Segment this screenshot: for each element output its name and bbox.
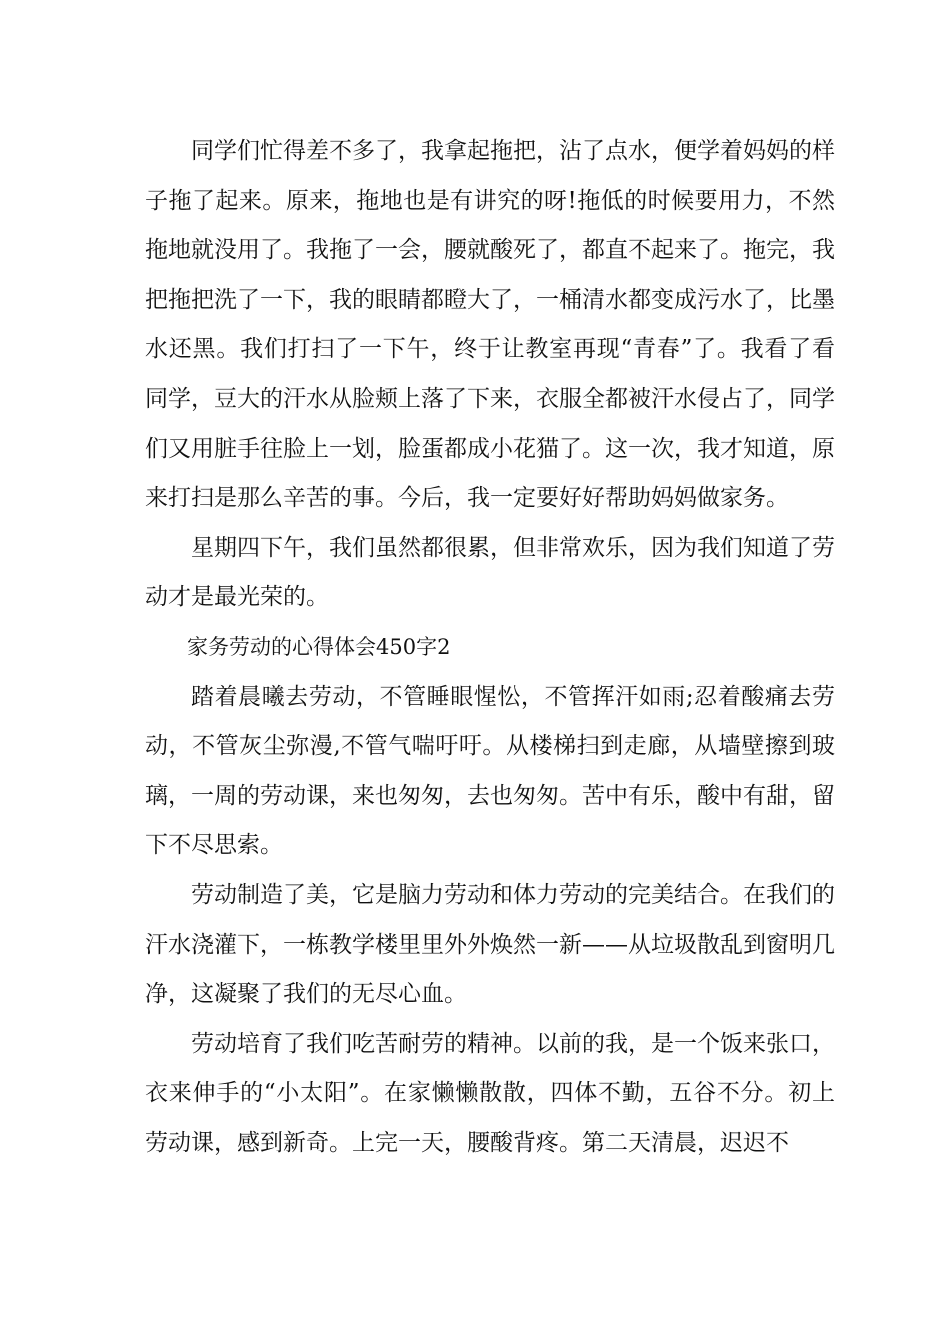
paragraph-cleaning: 同学们忙得差不多了，我拿起拖把，沾了点水，便学着妈妈的样子拖了起来。原来，拖地也是有讲究的呀!拖低的时候要用力，不然拖地就没用了。我拖了一会，腰就酸死了，都直不起来了。拖完，我把拖把洗了一下，我的眼睛都瞪大了，一桶清水都变成污水了，比墨水还黑。我们打扫了一下午，终于让教室再现“青春”了。我看了看同学，豆大的汗水从脸颊上落了下来，衣服全都被汗水侵占了，同学们又用脏手往脸上一划，脸蛋都成小花猫了。这一次，我才知道，原来打扫是那么辛苦的事。今后，我一定要好好帮助妈妈做家务。 bbox=[145, 138, 835, 512]
section-heading: 家务劳动的心得体会450字2 bbox=[187, 634, 451, 659]
document-body bbox=[145, 127, 835, 1168]
paragraph-labor-beauty: 劳动制造了美，它是脑力劳动和体力劳动的完美结合。在我们的汗水浇灌下，一栋教学楼里里外外焕然一新——从垃圾散乱到窗明几净，这凝聚了我们的无尽心血。 bbox=[145, 881, 835, 1008]
paragraph-thursday: 星期四下午，我们虽然都很累，但非常欢乐，因为我们知道了劳动才是最光荣的。 bbox=[145, 534, 835, 611]
paragraph-morning-labor: 踏着晨曦去劳动，不管睡眼惺忪，不管挥汗如雨;忍着酸痛去劳动，不管灰尘弥漫,不管气喘吁吁。从楼梯扫到走廊，从墙壁擦到玻璃，一周的劳动课，来也匆匆，去也匆匆。苦中有乐，酸中有甜，留下不尽思索。 bbox=[145, 683, 835, 859]
paragraph-labor-spirit: 劳动培育了我们吃苦耐劳的精神。以前的我，是一个饭来张口，衣来伸手的“小太阳”。在家懒懒散散，四体不勤，五谷不分。初上劳动课，感到新奇。上完一天，腰酸背疼。第二天清晨，迟迟不 bbox=[145, 1030, 835, 1156]
